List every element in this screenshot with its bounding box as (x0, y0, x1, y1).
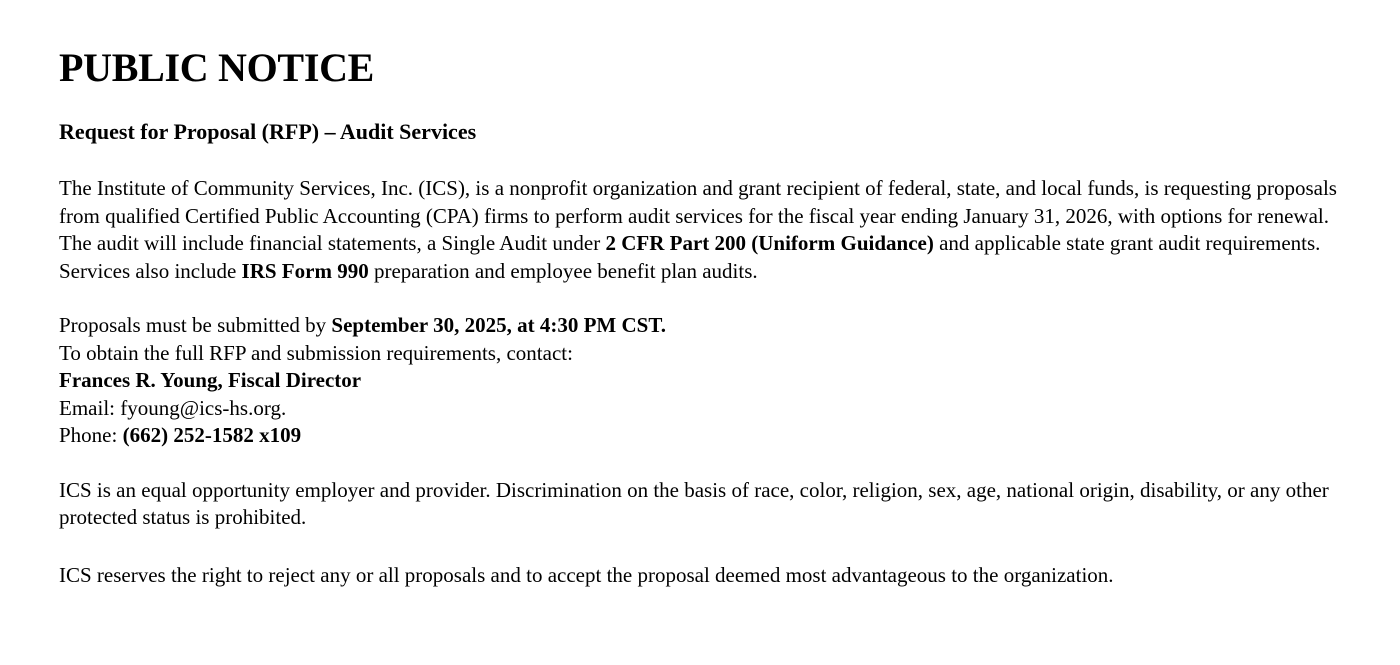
rfp-subtitle: Request for Proposal (RFP) – Audit Services (59, 119, 477, 144)
deadline-date: September 30, 2025, at 4:30 PM CST. (331, 313, 667, 337)
intro-text-2: and applicable state grant audit requirements. Services also include (59, 231, 1321, 283)
email-address[interactable]: fyoung@ics-hs.org. (120, 395, 287, 420)
phone-label: Phone: (59, 423, 123, 447)
reservation-statement: ICS reserves the right to reject any or all proposals and to accept the proposal deemed most advantageous to the organization. (59, 562, 1114, 587)
contact-block (59, 312, 1352, 450)
irs-form-ref: IRS Form 990 (241, 258, 369, 283)
email-label: Email: (59, 395, 121, 420)
intro-text-3: preparation and employee benefit plan audits. (368, 258, 758, 283)
deadline-prefix: Proposals must be submitted by (59, 313, 332, 337)
phone-line (59, 422, 1352, 450)
page-title: PUBLIC NOTICE (59, 45, 375, 90)
contact-name: Frances R. Young, Fiscal Director (59, 368, 362, 392)
intro-paragraph (59, 175, 1352, 285)
email-line (59, 395, 1352, 423)
uniform-guidance-ref: 2 CFR Part 200 (Uniform Guidance) (605, 231, 934, 255)
deadline-line (59, 312, 1352, 340)
intro-text-1: The Institute of Community Services, Inc. (ICS), is a nonprofit organization and grant recipient of federal, state, and local funds, is requesting proposals from qualified Certified Public Accounting (CPA) firms to perform audit services for the fiscal year ending January 31, 2026, with options for renewal. The audit will include financial statements, a Single Audit under (59, 176, 1337, 255)
eeo-statement: ICS is an equal opportunity employer and provider. Discrimination on the basis of race, color, religion, sex, age, national origin, disability, or any other protected status is prohibited. (59, 477, 1329, 529)
phone-number: (662) 252-1582 x109 (122, 423, 302, 447)
contact-intro: To obtain the full RFP and submission requirements, contact: (59, 340, 573, 365)
